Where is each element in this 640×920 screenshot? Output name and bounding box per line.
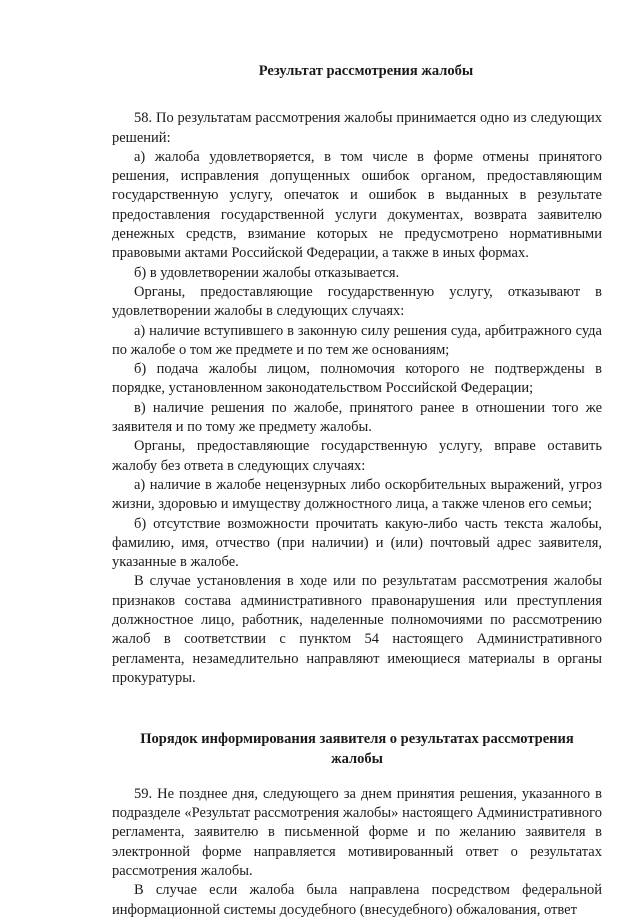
section-title-complaint-result: Результат рассмотрения жалобы xyxy=(258,63,474,79)
paragraph-prosecution: В случае установления в ходе или по результатам рассмотрения жалобы признаков состава административного правонарушения или преступления должностное лицо, работник, наделенные полномочиями по рассмотрению жалоб в соответствии с пунктом 54 настоящего Административного регламента, незамедлительно направляют имеющиеся материалы в органы прокуратуры. xyxy=(112,573,602,686)
paragraph-58-intro: 58. По результатам рассмотрения жалобы принимается одно из следующих решений: xyxy=(112,110,602,146)
paragraph-no-answer-a: а) наличие в жалобе нецензурных либо оскорбительных выражений, угроз жизни, здоровью и имуществу должностного лица, а также членов его семьи; xyxy=(112,476,602,513)
section-body-complaint-result xyxy=(112,109,602,688)
paragraph-58-b: б) в удовлетворении жалобы отказывается. xyxy=(134,264,400,281)
section-title-informing-applicant: Порядок информирования заявителя о результатах рассмотрения жалобы xyxy=(140,731,574,767)
spacer xyxy=(112,81,602,109)
paragraph-refusal-c: в) наличие решения по жалобе, принятого ранее в отношении того же заявителя и по тому же предмету жалобы. xyxy=(112,399,602,436)
section-body-informing-applicant xyxy=(112,785,602,920)
spacer xyxy=(112,769,602,785)
spacer xyxy=(112,688,602,730)
paragraph-no-answer-b: б) отсутствие возможности прочитать какую-либо часть текста жалобы, фамилию, имя, отчество (при наличии) и (или) почтовый адрес заявителя, указанные в жалобе. xyxy=(112,515,602,571)
paragraph-59: 59. Не позднее дня, следующего за днем принятия решения, указанного в подразделе «Результат рассмотрения жалобы» настоящего Административного регламента, заявителю в письменной форме и по желанию заявителя в электронной форме направляется мотивированный ответ о результатах рассмотрения жалобы. xyxy=(112,785,602,879)
paragraph-refusal-b: б) подача жалобы лицом, полномочия которого не подтверждены в порядке, установленном законодательством Российской Федерации; xyxy=(112,361,602,397)
paragraph-no-answer-cases: Органы, предоставляющие государственную услугу, вправе оставить жалобу без ответа в следующих случаях: xyxy=(112,438,602,474)
paragraph-refusal-cases: Органы, предоставляющие государственную услугу, отказывают в удовлетворении жалобы в следующих случаях: xyxy=(112,283,602,320)
paragraph-refusal-a: а) наличие вступившего в законную силу решения суда, арбитражного суда по жалобе о том же предмете и по тем же основаниям; xyxy=(112,322,602,358)
paragraph-58-a: а) жалоба удовлетворяется, в том числе в форме отмены принятого решения, исправления допущенных ошибок органом, предоставляющим государственную услугу, опечаток и ошибок в выданных в результате предоставления государственной услуги документах, возврата заявителю денежных средств, взимание которых не предусмотрено нормативными правовыми актами Российской Федерации, а также в иных формах. xyxy=(112,148,602,262)
paragraph-federal-system: В случае если жалоба была направлена посредством федеральной информационной системы досудебного (внесудебного) обжалования, ответ xyxy=(112,882,602,918)
